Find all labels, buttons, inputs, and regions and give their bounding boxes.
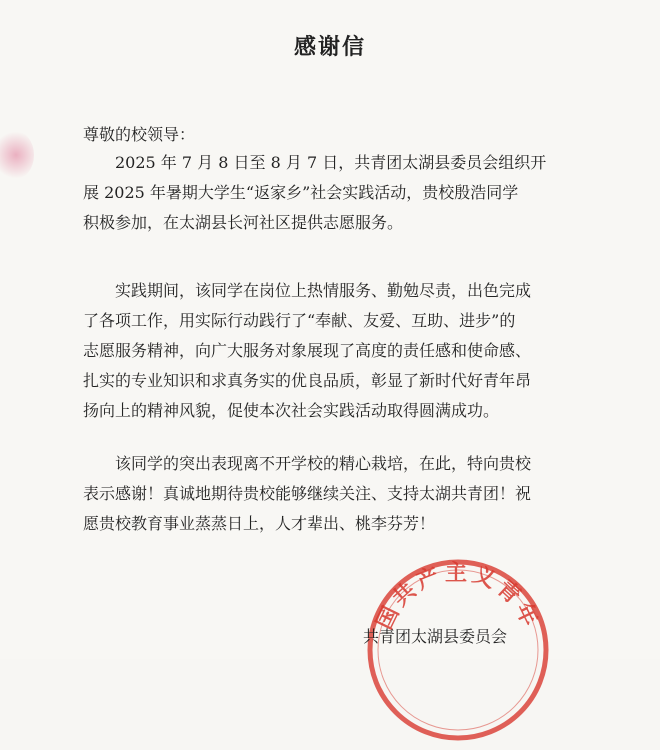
paragraph-2-line: 了各项工作，用实际行动践行了“奉献、友爱、互助、进步”的 <box>83 311 516 330</box>
paragraph-2-line: 扎实的专业知识和求真务实的优良品质，彰显了新时代好青年昂 <box>83 371 532 390</box>
paragraph-3-line: 该同学的突出表现离不开学校的精心栽培，在此，特向贵校 <box>115 454 532 473</box>
paragraph-2 <box>83 276 583 426</box>
paragraph-1-line: 2025 年 7 月 8 日至 8 月 7 日，共青团太湖县委员会组织开 <box>115 153 547 172</box>
paragraph-3 <box>83 449 583 539</box>
pink-stain <box>0 130 34 180</box>
paragraph-2-line: 扬向上的精神风貌，促使本次社会实践活动取得圆满成功。 <box>83 401 500 420</box>
paragraph-1-line: 积极参加，在太湖县长河社区提供志愿服务。 <box>83 213 404 232</box>
paragraph-1-line: 展 2025 年暑期大学生“返家乡”社会实践活动，贵校殷浩同学 <box>83 183 519 202</box>
seal-text: 国共产主义青年 <box>372 561 544 634</box>
paragraph-3-line: 表示感谢！真诚地期待贵校能够继续关注、支持太湖共青团！祝 <box>83 484 532 503</box>
paragraph-3-line: 愿贵校教育事业蒸蒸日上，人才辈出、桃李芬芳！ <box>83 514 436 533</box>
paragraph-1 <box>83 148 583 238</box>
paragraph-2-line: 志愿服务精神，向广大服务对象展现了高度的责任感和使命感、 <box>83 341 532 360</box>
signature-organization: 共青团太湖县委员会 <box>363 627 508 646</box>
letter-title: 感谢信 <box>293 35 366 60</box>
salutation: 尊敬的校领导： <box>83 125 196 144</box>
official-seal <box>358 550 558 750</box>
paragraph-2-line: 实践期间，该同学在岗位上热情服务、勤勉尽责，出色完成 <box>115 281 532 300</box>
